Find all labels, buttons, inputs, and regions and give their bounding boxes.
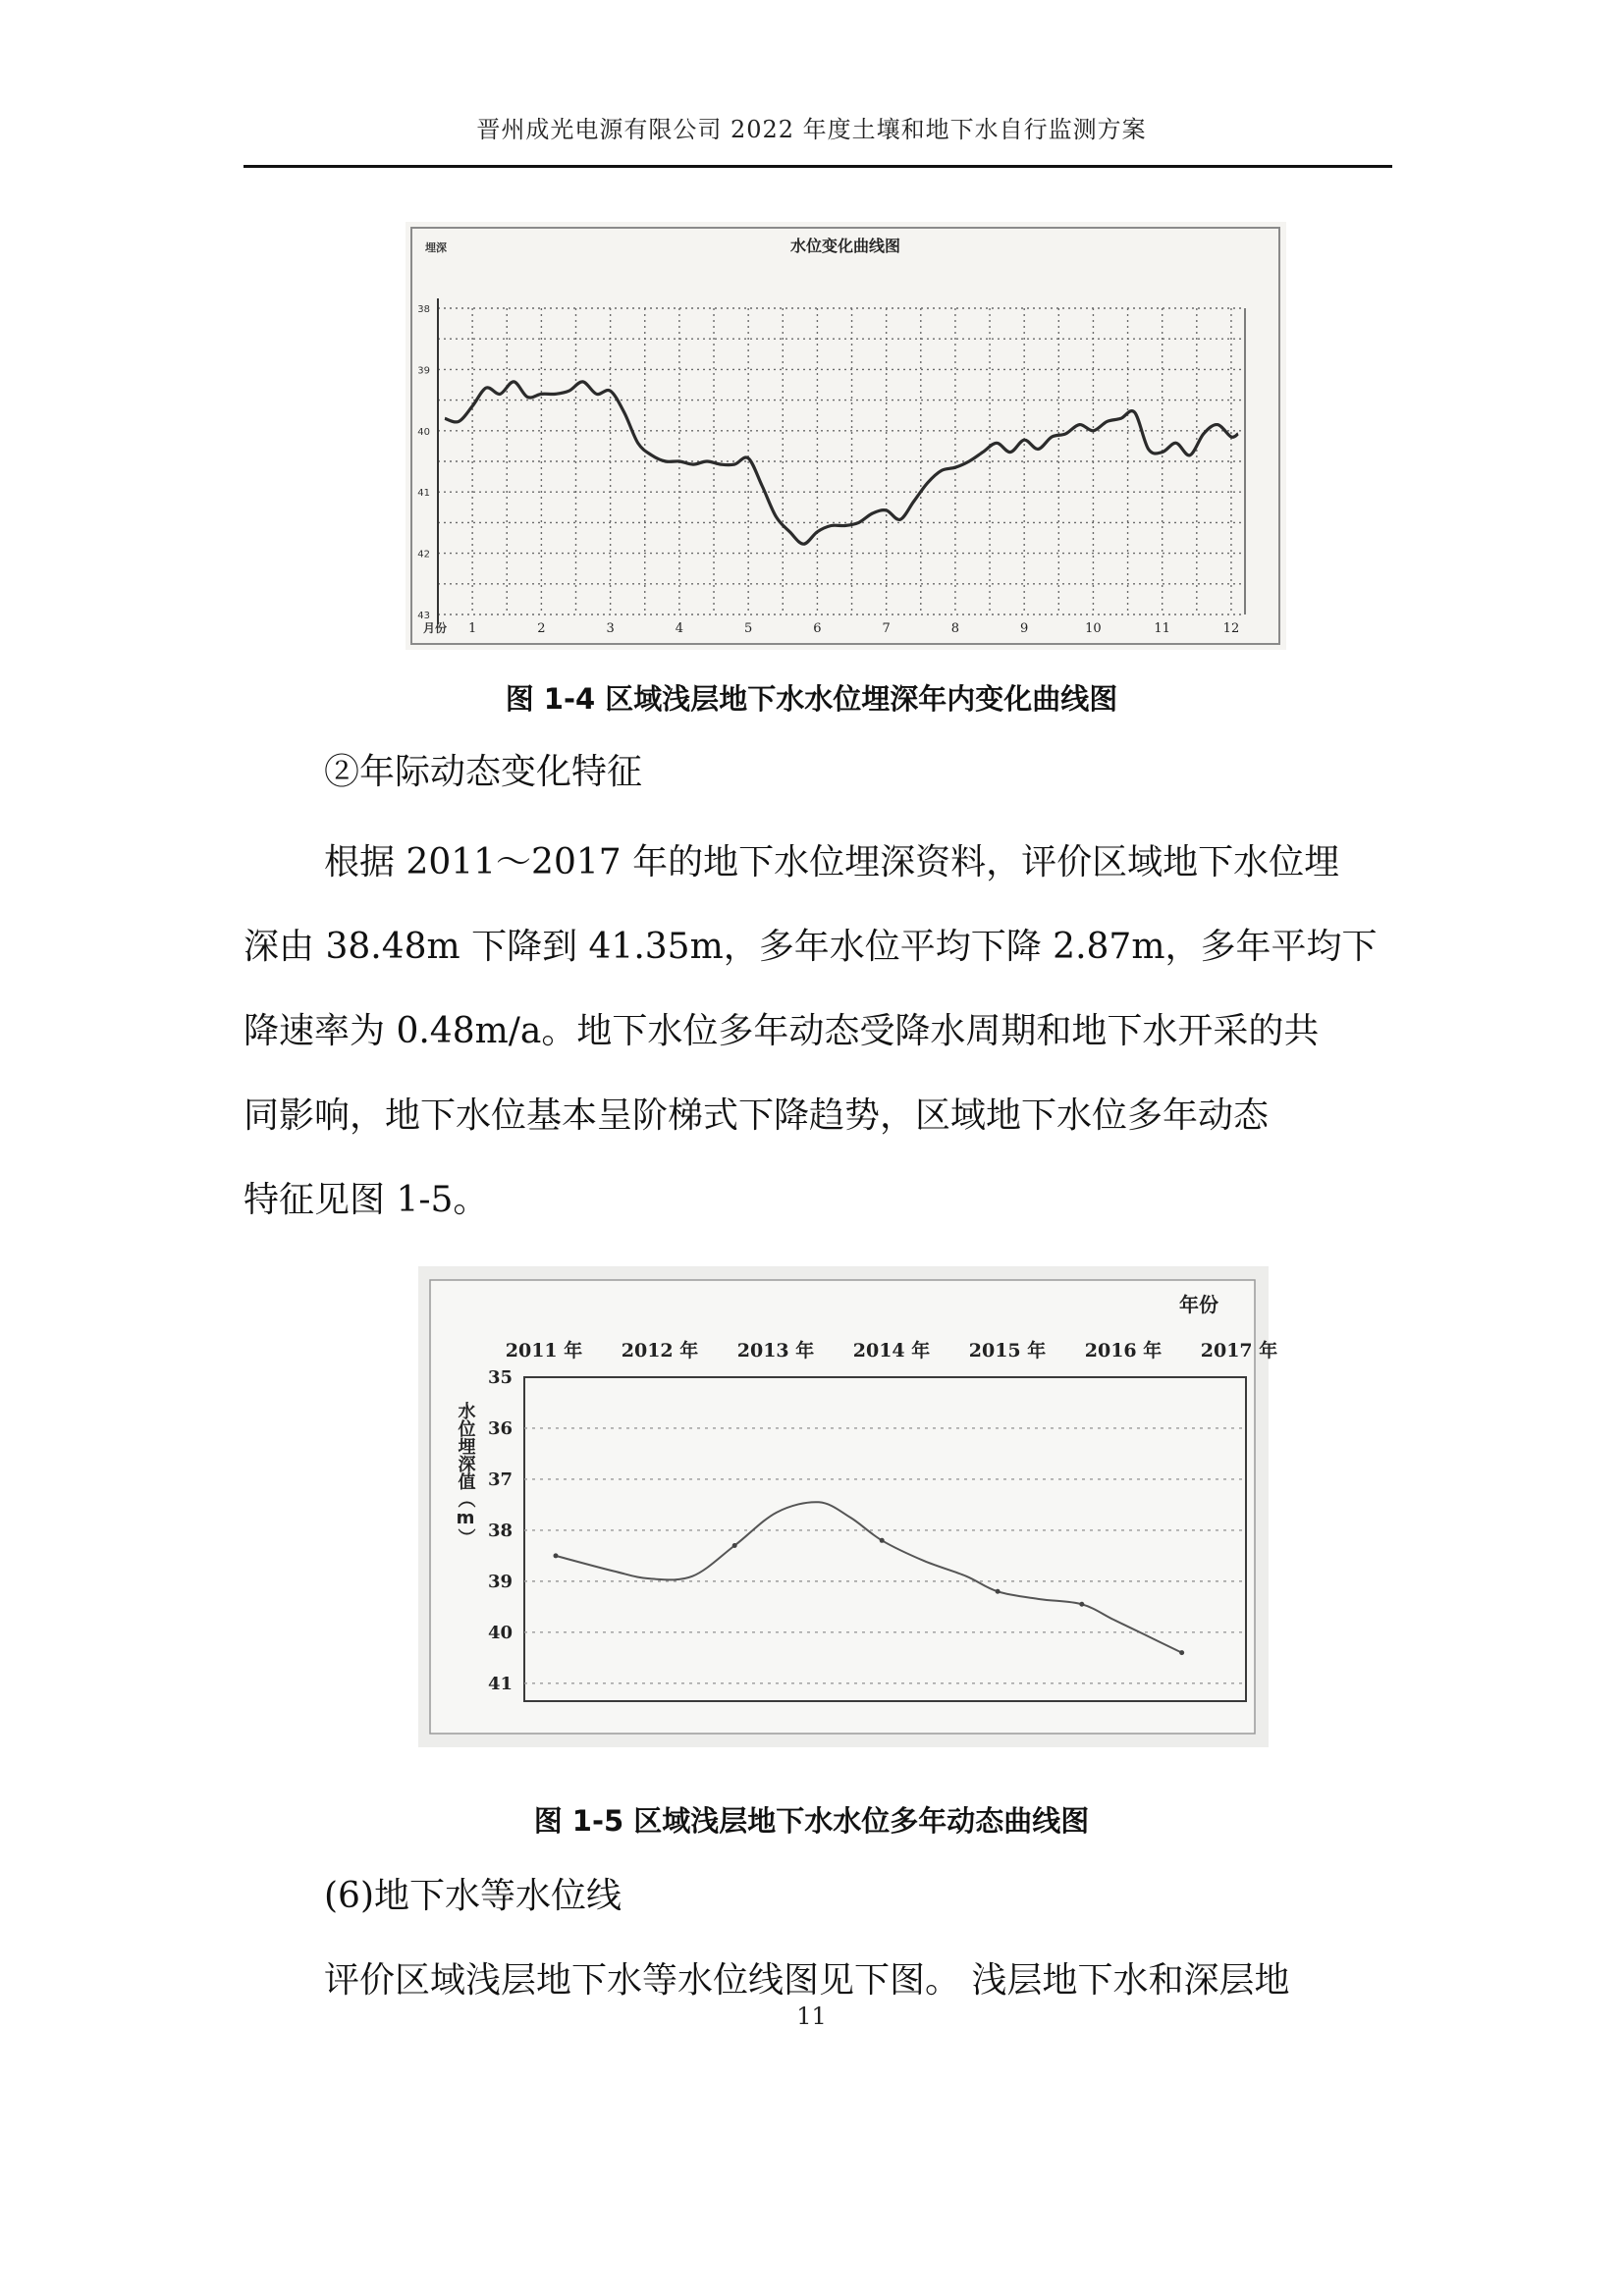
- chart1-y-tick-label: 38: [417, 304, 430, 315]
- chart2-category-label: 2011 年: [505, 1340, 583, 1362]
- chart1-x-tick-label: 7: [882, 621, 891, 636]
- paragraph-line: 降速率为 0.48m/a。地下水位多年动态受降水周期和地下水开采的共: [243, 1011, 1320, 1051]
- chart2-y-tick-label: 35: [487, 1367, 513, 1388]
- monthly-water-level-chart: [406, 222, 1286, 650]
- chart2-category-label: 2013 年: [736, 1340, 815, 1362]
- chart1-x-tick-label: 3: [606, 621, 615, 636]
- chart1-x-tick-label: 5: [744, 621, 753, 636]
- section-6-heading: (6)地下水等水位线: [324, 1876, 622, 1916]
- chart1-y-tick-label: 39: [417, 365, 430, 377]
- chart2-x-label: 年份: [1179, 1293, 1218, 1316]
- chart1-x-label: 月份: [422, 621, 448, 635]
- paragraph-line: 深由 38.48m 下降到 41.35m，多年水位平均下降 2.87m，多年平均下: [243, 927, 1378, 967]
- chart2-data-point: [1179, 1650, 1184, 1655]
- multiyear-water-level-chart: [418, 1266, 1278, 1747]
- chart1-x-tick-label: 2: [537, 621, 546, 636]
- figure-1-4-caption: 图 1-4 区域浅层地下水水位埋深年内变化曲线图: [505, 682, 1118, 716]
- chart1-x-tick-label: 11: [1154, 621, 1170, 636]
- chart2-data-point: [554, 1553, 559, 1558]
- chart1-y-tick-label: 41: [417, 488, 430, 500]
- chart2-y-tick-label: 40: [487, 1622, 513, 1643]
- chart2-data-point: [880, 1538, 885, 1543]
- chart2-category-label: 2017 年: [1200, 1340, 1278, 1362]
- chart1-x-tick-label: 12: [1222, 621, 1240, 636]
- chart2-y-tick-label: 37: [487, 1468, 513, 1490]
- chart2-y-tick-label: 36: [487, 1417, 513, 1439]
- chart2-category-label: 2012 年: [621, 1340, 699, 1362]
- running-header: 晋州成光电源有限公司 2022 年度土壤和地下水自行监测方案: [476, 116, 1147, 143]
- chart1-x-tick-label: 10: [1085, 621, 1102, 636]
- paragraph-line: 特征见图 1-5。: [243, 1180, 489, 1220]
- chart2-y-tick-label: 41: [487, 1673, 513, 1694]
- chart1-title: 水位变化曲线图: [789, 237, 901, 255]
- figure-1-4: [406, 222, 1286, 650]
- paragraph-line: 评价区域浅层地下水等水位线图见下图。 浅层地下水和深层地: [324, 1960, 1290, 2001]
- chart2-category-label: 2015 年: [968, 1340, 1047, 1362]
- chart2-y-tick-label: 38: [487, 1520, 513, 1541]
- chart2-category-label: 2014 年: [852, 1340, 931, 1362]
- chart1-y-label: 埋深: [425, 241, 447, 254]
- chart1-x-tick-label: 1: [467, 621, 477, 636]
- chart1-x-tick-label: 6: [813, 621, 822, 636]
- chart2-data-point: [996, 1589, 1001, 1594]
- chart1-x-tick-label: 9: [1020, 621, 1029, 636]
- figure-1-5: [418, 1266, 1278, 1747]
- chart1-y-tick-label: 43: [417, 611, 430, 621]
- header-rule: [243, 165, 1392, 168]
- chart1-y-tick-label: 42: [417, 549, 430, 561]
- chart2-y-label-text: 水位埋深值（m）: [455, 1402, 476, 1546]
- figure-1-5-caption: 图 1-5 区域浅层地下水水位多年动态曲线图: [533, 1804, 1090, 1838]
- chart2-data-point: [732, 1543, 737, 1548]
- chart1-x-tick-label: 8: [950, 621, 960, 636]
- chart2-y-tick-label: 39: [487, 1571, 513, 1592]
- chart1-x-tick-label: 4: [675, 621, 684, 636]
- paragraph-line: 根据 2011～2017 年的地下水位埋深资料，评价区域地下水位埋: [324, 842, 1340, 882]
- section-heading-interannual: ②年际动态变化特征: [324, 752, 643, 792]
- chart1-y-tick-label: 40: [417, 426, 430, 438]
- chart2-y-label: [456, 1401, 477, 1546]
- chart2-data-point: [1079, 1602, 1084, 1607]
- chart2-category-label: 2016 年: [1084, 1340, 1163, 1362]
- paragraph-line: 同影响，地下水位基本呈阶梯式下降趋势，区域地下水位多年动态: [243, 1095, 1270, 1136]
- page-number: 11: [796, 2002, 827, 2030]
